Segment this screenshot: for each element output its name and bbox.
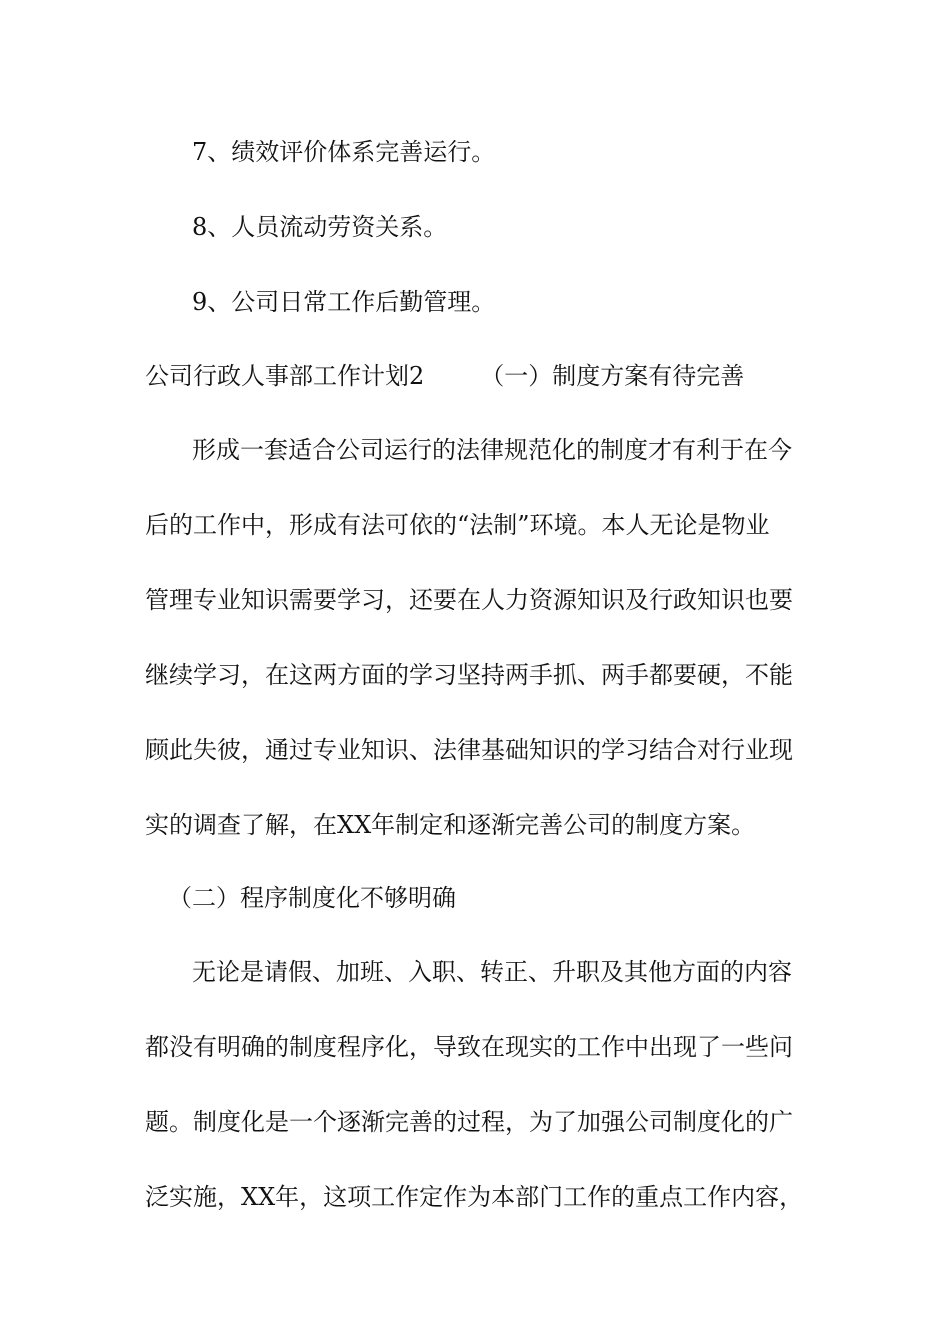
section1-heading: （一）制度方案有待完善 [480, 362, 745, 390]
list-item-9: 9、公司日常工作后勤管理。 [192, 288, 496, 316]
section2-heading: （二）程序制度化不够明确 [168, 884, 456, 912]
section2-paragraph-line: 题。制度化是一个逐渐完善的过程，为了加强公司制度化的广 [145, 1108, 793, 1136]
section2-paragraph-line: 泛实施，XX年，这项工作定作为本部门工作的重点工作内容， [145, 1183, 804, 1211]
plan-title-line [145, 356, 815, 396]
section2-paragraph-line: 都没有明确的制度程序化，导致在现实的工作中出现了一些问 [145, 1033, 793, 1061]
list-item-8: 8、人员流动劳资关系。 [192, 213, 448, 241]
list-item-7: 7、绩效评价体系完善运行。 [192, 138, 496, 166]
section1-paragraph-line: 后的工作中，形成有法可依的“法制”环境。本人无论是物业 [145, 511, 770, 539]
section1-paragraph-line: 管理专业知识需要学习，还要在人力资源知识及行政知识也要 [145, 586, 793, 614]
section1-paragraph-line: 顾此失彼，通过专业知识、法律基础知识的学习结合对行业现 [145, 736, 793, 764]
section1-paragraph-line: 实的调查了解，在XX年制定和逐渐完善公司的制度方案。 [145, 811, 756, 839]
section1-paragraph-line: 继续学习，在这两方面的学习坚持两手抓、两手都要硬，不能 [145, 661, 793, 689]
plan-title: 公司行政人事部工作计划2 [145, 362, 425, 390]
section1-paragraph-line: 形成一套适合公司运行的法律规范化的制度才有利于在今 [192, 436, 792, 464]
section2-paragraph-line: 无论是请假、加班、入职、转正、升职及其他方面的内容 [192, 958, 792, 986]
